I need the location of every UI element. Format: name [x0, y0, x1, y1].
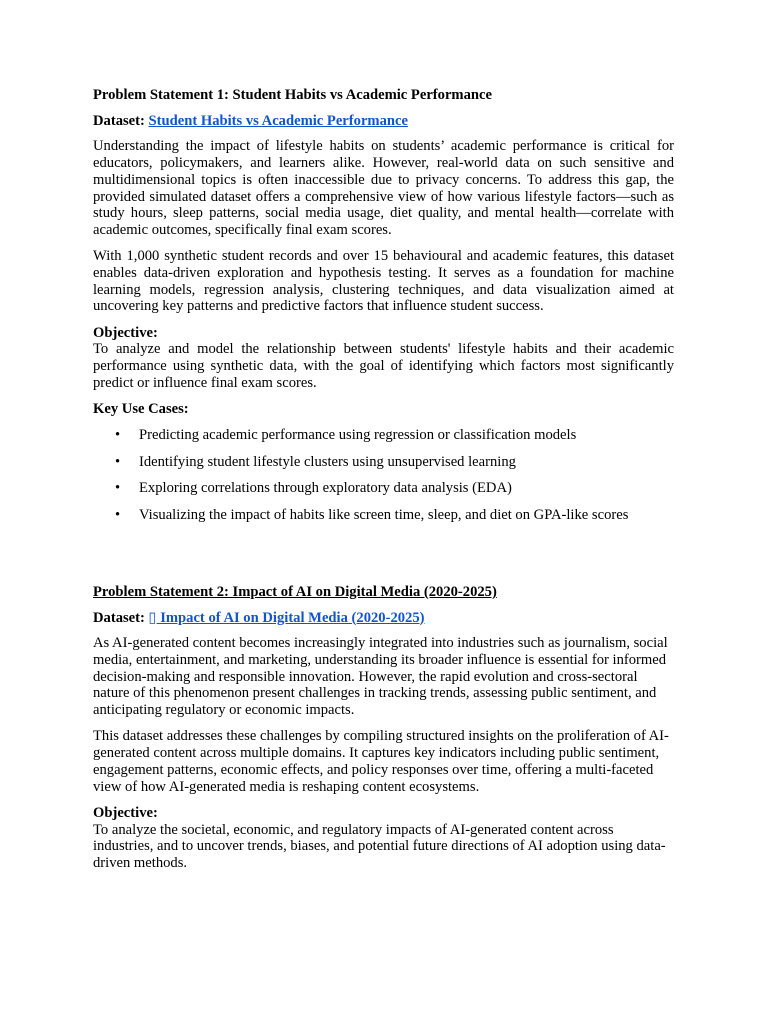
- list-item: [93, 427, 674, 444]
- list-item: [93, 480, 674, 497]
- section1-dataset-line: [93, 113, 674, 130]
- section2-dataset-line: [93, 610, 674, 627]
- section1-use-cases-label: Key Use Cases:: [93, 401, 189, 418]
- use-case-text: Identifying student lifestyle clusters using unsupervised learning: [139, 453, 516, 470]
- section2-objective: [93, 805, 674, 872]
- use-case-text: Predicting academic performance using regression or classification models: [139, 427, 577, 444]
- section1-paragraph-2: With 1,000 synthetic student records and over 15 behavioural and academic features, this dataset enables data-driven exploration and hypothesis testing. It serves as a foundation for machine learning models, regression analysis, clustering techniques, and data visualization aimed at uncovering key patterns and predictive factors that influence student success.: [93, 248, 674, 315]
- section1-dataset-link[interactable]: Student Habits vs Academic Performance: [148, 112, 408, 129]
- bullet-icon: •: [115, 453, 121, 470]
- bullet-icon: •: [115, 480, 121, 497]
- section1-objective-text: To analyze and model the relationship between students' lifestyle habits and their academic performance using synthetic data, with the goal of identifying which factors most significantly predict or influence final exam scores.: [93, 341, 674, 391]
- section2-title: Problem Statement 2: Impact of AI on Digital Media (2020-2025): [93, 583, 497, 600]
- section1-paragraph-1: Understanding the impact of lifestyle habits on students’ academic performance is critical for educators, policymakers, and learners alike. However, real-world data on such sensitive and multidimensional topics is often inaccessible due to privacy concerns. To address this gap, the provided simulated dataset offers a comprehensive view of how various lifestyle factors—such as study hours, sleep patterns, social media usage, diet quality, and mental health—correlate with academic outcomes, specifically final exam scores.: [93, 138, 674, 238]
- section1-objective: [93, 325, 674, 392]
- use-case-text: Exploring correlations through exploratory data analysis (EDA): [139, 480, 512, 497]
- section2-paragraph-1: As AI-generated content becomes increasingly integrated into industries such as journalism, social media, entertainment, and marketing, understanding its broader influence is essential for informed decision-making and responsible innovation. However, the rapid evolution and cross-sectoral nature of this phenomenon present challenges in tracking trends, assessing public sentiment, and anticipating regulatory or economic impacts.: [93, 635, 668, 719]
- use-case-text: Visualizing the impact of habits like screen time, sleep, and diet on GPA-like scores: [139, 506, 629, 523]
- section2-objective-text: To analyze the societal, economic, and regulatory impacts of AI-generated content across industries, and to uncover trends, biases, and potential future directions of AI adoption using data-driven methods.: [93, 821, 666, 871]
- section-spacer: [93, 533, 674, 584]
- section2-objective-label: Objective:: [93, 804, 158, 821]
- section2-paragraph-2: This dataset addresses these challenges by compiling structured insights on the proliferation of AI-generated content across multiple domains. It captures key indicators including public sentiment, engagement patterns, economic effects, and policy responses over time, offering a multi-faceted view of how AI-generated media is reshaping content ecosystems.: [93, 728, 669, 795]
- section2-dataset-label: Dataset:: [93, 609, 145, 626]
- document-page: [93, 87, 674, 872]
- section1-title: Problem Statement 1: Student Habits vs Academic Performance: [93, 87, 492, 103]
- list-item: [93, 507, 674, 524]
- list-item: [93, 454, 674, 471]
- bullet-icon: •: [115, 506, 121, 523]
- bullet-icon: •: [115, 427, 121, 444]
- section1-dataset-label: Dataset:: [93, 112, 145, 129]
- section1-objective-label: Objective:: [93, 324, 158, 341]
- use-cases-list: [93, 427, 674, 523]
- section2-dataset-link[interactable]: ▯ Impact of AI on Digital Media (2020-2025): [148, 609, 425, 626]
